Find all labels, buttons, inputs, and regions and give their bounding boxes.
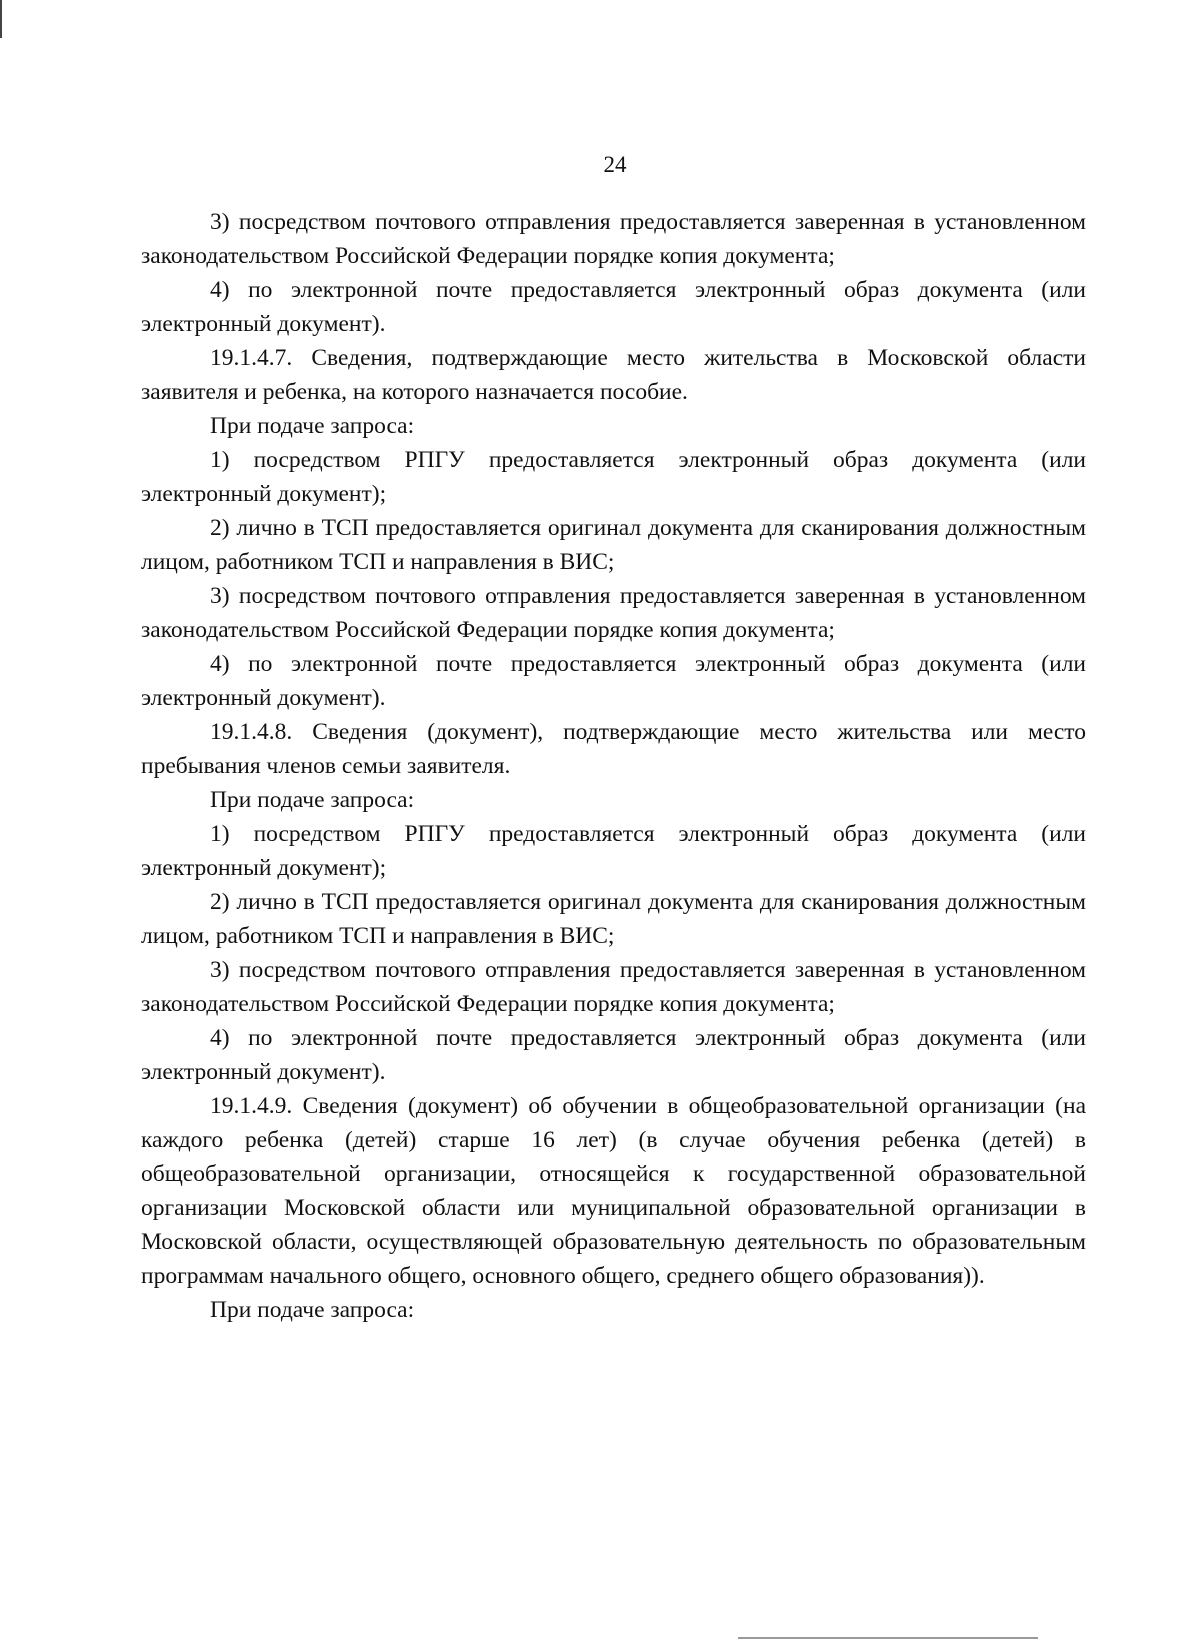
scan-edge-mark <box>0 0 2 38</box>
paragraph: 4) по электронной почте предоставляется электронный образ документа (или электронный документ). <box>141 651 1086 711</box>
paragraph: 4) по электронной почте предоставляется электронный образ документа (или электронный документ). <box>141 1025 1086 1085</box>
paragraph: 4) по электронной почте предоставляется электронный образ документа (или электронный документ). <box>141 277 1086 337</box>
paragraph: При подаче запроса: <box>210 787 415 813</box>
page-number: 24 <box>603 152 627 177</box>
paragraph: 1) посредством РПГУ предоставляется электронный образ документа (или электронный документ); <box>141 821 1086 881</box>
paragraph: 1) посредством РПГУ предоставляется электронный образ документа (или электронный документ); <box>141 447 1086 507</box>
paragraph: При подаче запроса: <box>210 413 415 439</box>
paragraph: При подаче запроса: <box>210 1297 415 1323</box>
paragraph: 2) лично в ТСП предоставляется оригинал документа для сканирования должностным лицом, работником ТСП и направления в ВИС; <box>141 889 1086 949</box>
paragraph: 3) посредством почтового отправления предоставляется заверенная в установленном законодательством Российской Федерации порядке копия документа; <box>141 583 1086 643</box>
paragraph: 19.1.4.9. Сведения (документ) об обучении в общеобразовательной организации (на каждого ребенка (детей) старше 16 лет) (в случае обучения ребенка (детей) в общеобразовательной организации, относящейся к государственной образовательной организации Московской области или муниципальной образовательной организации в Московской области, осуществляющей образовательную деятельность по образовательным программам начального общего, основного общего, среднего общего образования)). <box>141 1093 1086 1289</box>
paragraph: 2) лично в ТСП предоставляется оригинал документа для сканирования должностным лицом, работником ТСП и направления в ВИС; <box>141 515 1086 575</box>
paragraph: 3) посредством почтового отправления предоставляется заверенная в установленном законодательством Российской Федерации порядке копия документа; <box>141 209 1086 269</box>
paragraph: 3) посредством почтового отправления предоставляется заверенная в установленном законодательством Российской Федерации порядке копия документа; <box>141 957 1086 1017</box>
paragraph: 19.1.4.7. Сведения, подтверждающие место жительства в Московской области заявителя и ребенка, на которого назначается пособие. <box>141 345 1086 405</box>
paragraph: 19.1.4.8. Сведения (документ), подтверждающие место жительства или место пребывания членов семьи заявителя. <box>141 719 1086 779</box>
document-body <box>141 205 1086 1327</box>
